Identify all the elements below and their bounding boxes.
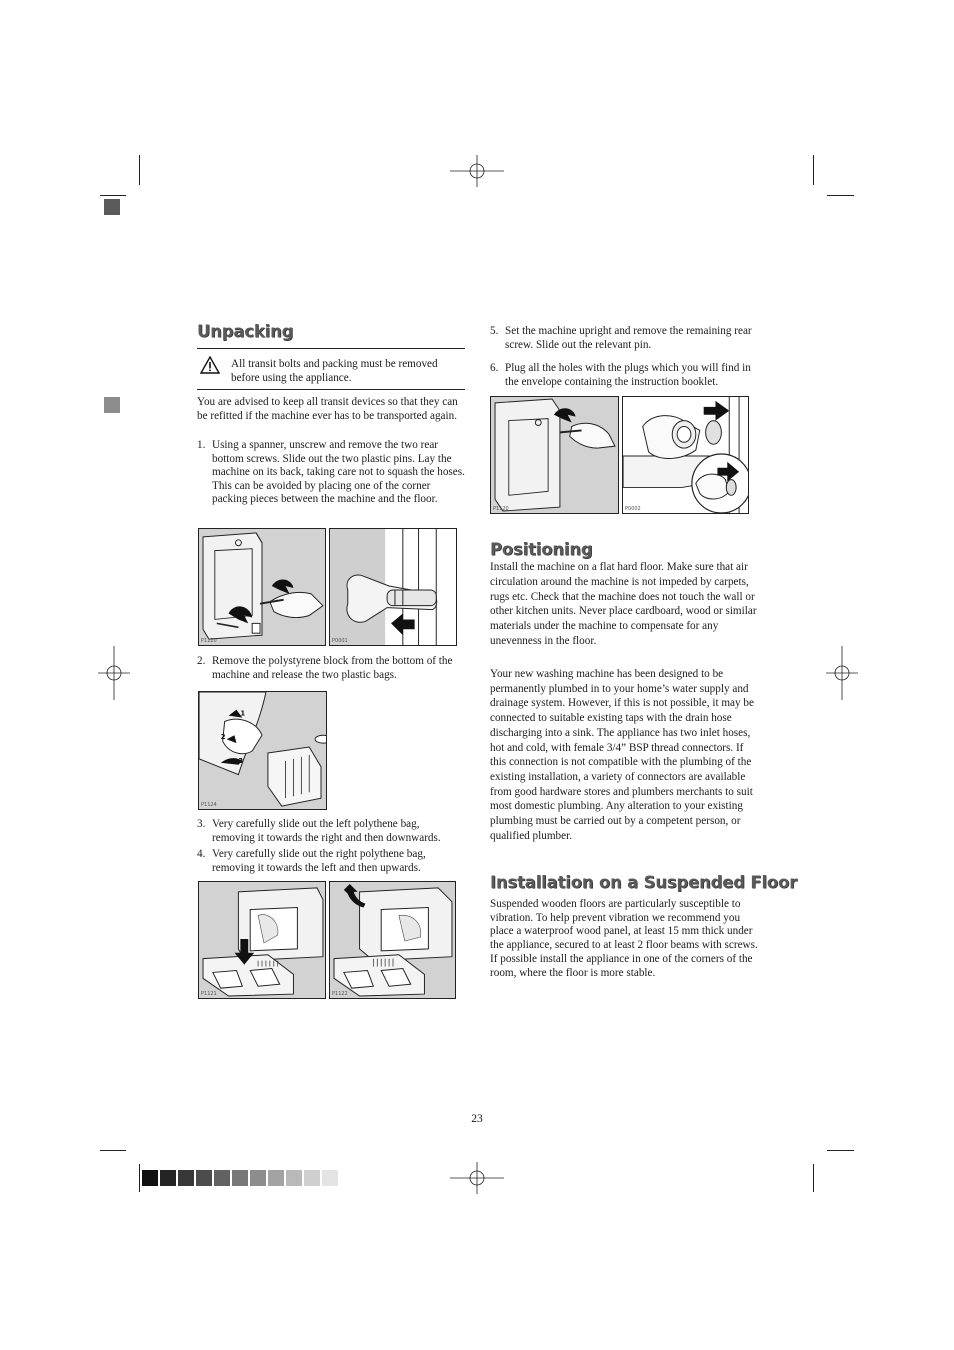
right-bag-illustration (330, 882, 455, 998)
step-text: Using a spanner, unscrew and remove the two rear bottom screws. Slide out the two plastic pins. Lay the machine on its back, taking care not to squash the hoses. This can be avoided by placing one of the corner packing pieces between the machine and the floor. (212, 439, 465, 506)
callout-1: 1 (240, 709, 246, 718)
step-number: 3. (197, 818, 206, 830)
figure-code: P1120 (201, 638, 217, 644)
left-bag-illustration (199, 882, 325, 998)
step-number: 1. (197, 439, 206, 451)
pin-removal-illustration (330, 529, 456, 645)
positioning-heading: Positioning (490, 540, 593, 559)
color-swatch (322, 1170, 338, 1186)
suspended-floor-paragraph: Suspended wooden floors are particularly susceptible to vibration. To help prevent vibration we recommend you place a waterproof wood panel, at least 15 mm thick under the appliance, secured to at least 2 floor beams with screws. If possible install the appliance in one of the corners of the room, where the floor is more stable. (490, 898, 758, 979)
figure-code: P1121 (201, 991, 217, 997)
color-swatch (214, 1170, 230, 1186)
step-2 (197, 655, 465, 683)
polystyrene-illustration (199, 692, 326, 809)
step-6 (490, 362, 758, 390)
step-text: Plug all the holes with the plugs which you will find in the envelope containing the instruction booklet. (505, 362, 751, 388)
figure-code: P1124 (201, 802, 217, 808)
step-number: 6. (490, 362, 499, 374)
color-swatch (286, 1170, 302, 1186)
figure-polystyrene-block (198, 691, 327, 810)
margin-square-mid (104, 397, 120, 413)
warning-box (197, 348, 465, 390)
step-text: Set the machine upright and remove the remaining rear screw. Slide out the relevant pin. (505, 325, 752, 351)
machine-rear-illustration (199, 529, 325, 645)
figure-code: P1122 (332, 991, 348, 997)
step-text: Remove the polystyrene block from the bottom of the machine and release the two plastic bags. (212, 655, 453, 681)
unpacking-heading: Unpacking (197, 322, 294, 341)
figure-code: P0002 (625, 506, 641, 512)
step-5 (490, 325, 758, 353)
registration-mark-top (450, 155, 504, 187)
step-number: 5. (490, 325, 499, 337)
figure-rear-screw (490, 396, 619, 514)
step-number: 4. (197, 848, 206, 860)
plug-insertion-illustration (623, 397, 748, 513)
rear-screw-illustration (491, 397, 618, 513)
color-swatch (250, 1170, 266, 1186)
figure-plastic-pin (329, 528, 457, 646)
color-swatch (160, 1170, 176, 1186)
registration-mark-left (98, 646, 130, 700)
callout-3: 3 (238, 756, 244, 765)
step-3 (197, 818, 465, 846)
warning-text: All transit bolts and packing must be removed before using the appliance. (231, 358, 438, 384)
figure-code: P1120 (493, 506, 509, 512)
color-swatch (304, 1170, 320, 1186)
warning-triangle-icon (200, 356, 220, 374)
step-1 (197, 439, 465, 521)
color-swatch (142, 1170, 158, 1186)
registration-mark-bottom (450, 1162, 504, 1194)
step-4 (197, 848, 465, 876)
step-number: 2. (197, 655, 206, 667)
color-swatch (196, 1170, 212, 1186)
color-swatch (178, 1170, 194, 1186)
figure-rear-screws (198, 528, 326, 646)
figure-right-bag (329, 881, 456, 999)
registration-mark-right (826, 646, 858, 700)
positioning-paragraph-1: Install the machine on a flat hard floor. Make sure that air circulation around the machine is not impeded by carpets, rugs etc. Check that the machine does not touch the wall or other kitchen units. Never place cardboard, wood or similar materials under the machine to compensate for any unevenness in the floor. (490, 561, 757, 647)
figure-plugs (622, 396, 749, 514)
figure-code: P0001 (332, 638, 348, 644)
step-text: Very carefully slide out the left polythene bag, removing it towards the right and then downwards. (212, 818, 441, 844)
unpacking-intro: You are advised to keep all transit devices so that they can be refitted if the machine ever has to be transported again. (197, 396, 458, 422)
suspended-floor-heading: Installation on a Suspended Floor (490, 873, 798, 892)
callout-2: 2 (220, 733, 226, 742)
step-text: Very carefully slide out the right polythene bag, removing it towards the left and then upwards. (212, 848, 426, 874)
figure-left-bag (198, 881, 326, 999)
color-swatch (268, 1170, 284, 1186)
positioning-paragraph-2: Your new washing machine has been designed to be permanently plumbed in to your home’s water supply and drainage system. However, if this is not possible, it may be connected to suitable existing taps with the drain hose discharging into a sink. The appliance has two inlet hoses, hot and cold, with female 3/4” BSP thread connectors. If this connection is not compatible with the plumbing of the existing installation, a variety of connectors are available from good hardware stores and plumbers merchants to suit most domestic plumbing. Any alteration to your existing plumbing must be carried out by a competent person, or qualified plumber. (490, 668, 754, 842)
margin-square-top (104, 199, 120, 215)
color-swatch (232, 1170, 248, 1186)
page-number: 23 (471, 1113, 483, 1125)
